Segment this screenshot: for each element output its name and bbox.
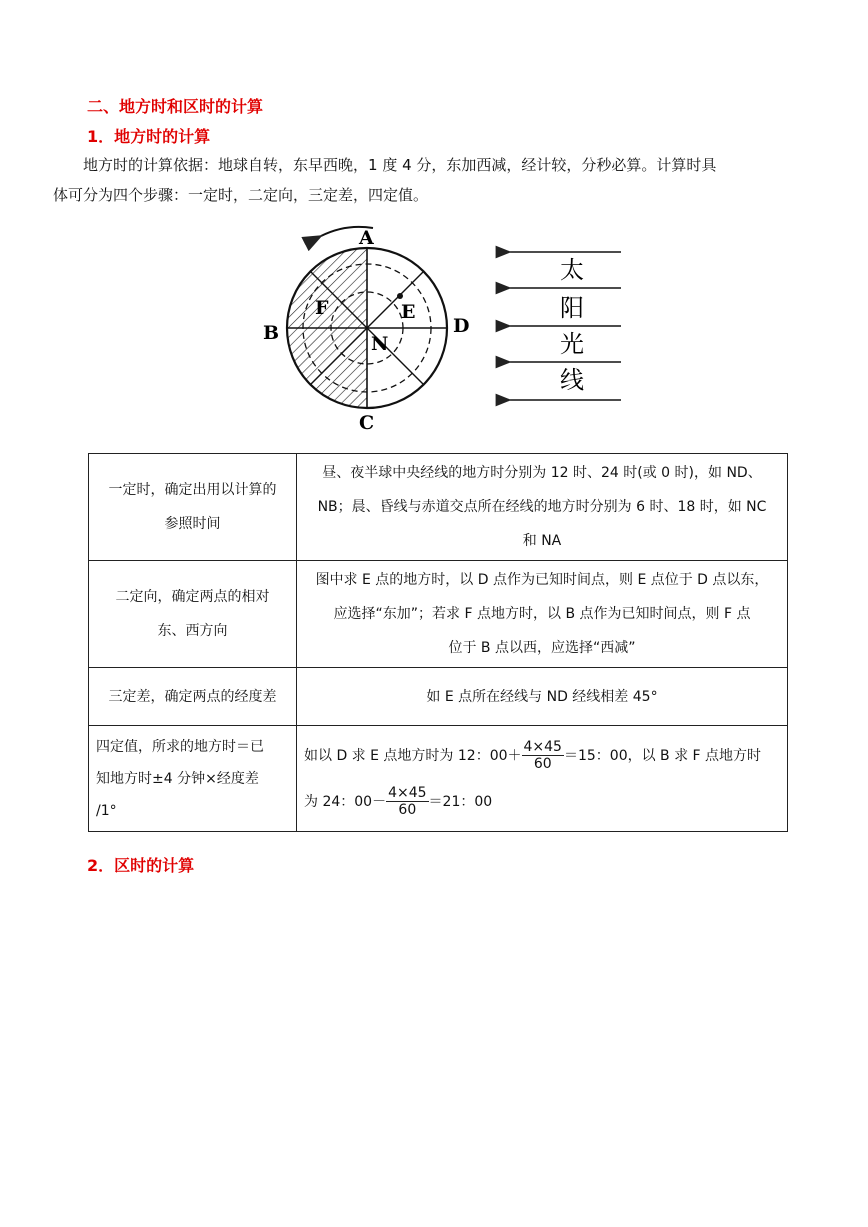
formula-line-1 bbox=[304, 733, 780, 779]
fraction-numerator: 4×45 bbox=[388, 785, 427, 801]
desc-cell bbox=[297, 726, 788, 832]
point-e-marker bbox=[397, 293, 403, 299]
desc-cell bbox=[297, 668, 788, 726]
desc-cell bbox=[297, 561, 788, 668]
step-text: 二定向，确定两点的相对 bbox=[115, 589, 270, 605]
fraction-denominator: 60 bbox=[398, 802, 417, 818]
step-cell bbox=[89, 668, 297, 726]
sunlight-char-2: 阳 bbox=[560, 294, 584, 322]
step-text: 四定值，所求的地方时＝已 bbox=[96, 738, 264, 755]
calculation-steps-table bbox=[88, 453, 788, 832]
section-title: 二、地方时和区时的计算 bbox=[87, 97, 264, 116]
step-text: 东、西方向 bbox=[157, 623, 228, 639]
label-n: N bbox=[371, 333, 389, 355]
step-cell bbox=[89, 726, 297, 832]
label-a: A bbox=[359, 227, 374, 249]
label-b: B bbox=[263, 322, 280, 344]
fraction-numerator: 4×45 bbox=[523, 739, 562, 755]
desc-text: 昼、夜半球中央经线的地方时分别为 12 时、24 时(或 0 时)，如 ND、 bbox=[322, 465, 762, 481]
table-row bbox=[89, 726, 788, 832]
label-d: D bbox=[453, 315, 470, 337]
formula-text: ＝15：00，以 B 求 F 点地方时 bbox=[563, 747, 762, 764]
fraction-denominator: 60 bbox=[533, 756, 552, 772]
subsection-title-zone-time: 2．区时的计算 bbox=[87, 856, 195, 875]
desc-text: 位于 B 点以西，应选择“西减” bbox=[448, 640, 636, 656]
step-text: 三定差，确定两点的经度差 bbox=[108, 688, 277, 705]
desc-text: NB；晨、昏线与赤道交点所在经线的地方时分别为 6 时、18 时，如 NC bbox=[317, 499, 767, 515]
step-cell bbox=[89, 454, 297, 561]
label-f: F bbox=[315, 297, 329, 319]
desc-text: 和 NA bbox=[522, 533, 562, 549]
desc-text: 如 E 点所在经线与 ND 经线相差 45° bbox=[426, 688, 658, 705]
step-text: 一定时，确定出用以计算的 bbox=[108, 482, 277, 498]
step-text: 参照时间 bbox=[164, 516, 221, 532]
table-row bbox=[89, 561, 788, 668]
step-cell bbox=[89, 561, 297, 668]
formula-text: ＝21：00 bbox=[428, 793, 493, 810]
label-e: E bbox=[401, 301, 416, 323]
table-row bbox=[89, 454, 788, 561]
sunlight-char-4: 线 bbox=[560, 366, 584, 394]
table-row bbox=[89, 668, 788, 726]
formula-text: 如以 D 求 E 点地方时为 12：00＋ bbox=[304, 747, 522, 764]
formula-line-2 bbox=[304, 779, 780, 825]
intro-line-2: 体可分为四个步骤：一定时，二定向，三定差，四定值。 bbox=[53, 186, 429, 204]
desc-text: 应选择“东加”；若求 F 点地方时，以 B 点作为已知时间点，则 F 点 bbox=[333, 606, 751, 622]
label-c: C bbox=[359, 412, 375, 434]
desc-text: 图中求 E 点的地方时，以 D 点作为已知时间点，则 E 点位于 D 点以东， bbox=[315, 572, 769, 588]
intro-paragraph bbox=[53, 150, 825, 210]
fraction bbox=[522, 739, 564, 772]
desc-cell bbox=[297, 454, 788, 561]
sunlight-char-3: 光 bbox=[560, 330, 584, 358]
formula-text: 为 24：00－ bbox=[304, 793, 387, 810]
sunlight-char-1: 太 bbox=[560, 256, 584, 284]
step-text: 知地方时±4 分钟×经度差 bbox=[96, 770, 259, 787]
step-text: /1° bbox=[96, 802, 117, 819]
earth-rotation-diagram bbox=[255, 222, 635, 437]
fraction bbox=[386, 785, 428, 818]
subsection-title-local-time: 1．地方时的计算 bbox=[87, 127, 211, 146]
intro-line-1: 地方时的计算依据：地球自转，东早西晚，1 度 4 分，东加西减，经计较，分秒必算。计算时具 bbox=[83, 156, 717, 174]
